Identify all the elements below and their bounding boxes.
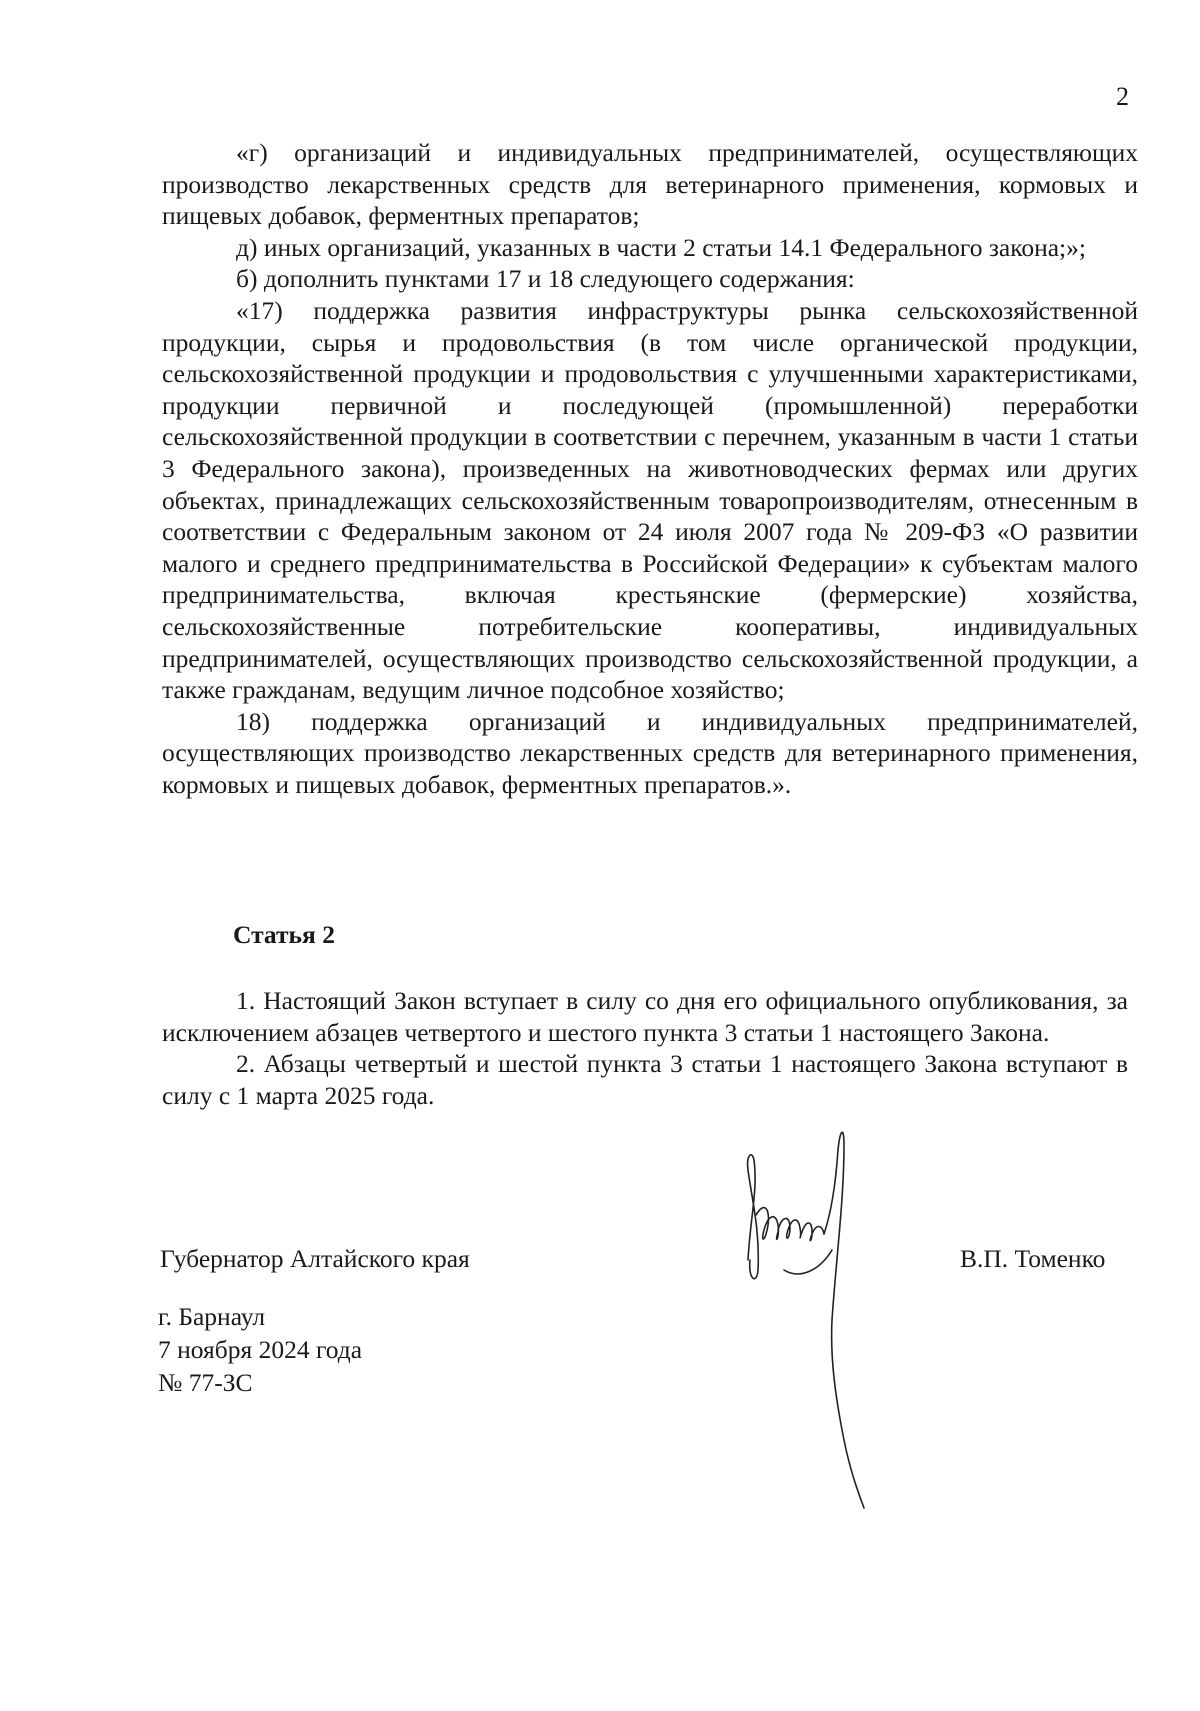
signature-image [740,1120,910,1520]
article-body [162,985,1128,1111]
signatory-title: Губернатор Алтайского края [160,1244,470,1273]
paragraph-b: б) дополнить пунктами 17 и 18 следующего содержания: [236,264,855,294]
signatory-name: В.П. Томенко [960,1244,1106,1273]
document-body [162,137,1138,800]
article-item-2: 2. Абзацы четвертый и шестой пункта 3 статьи 1 настоящего Закона вступают в силу с 1 марта 2025 года. [162,1049,1128,1110]
page-number: 2 [1116,82,1129,111]
paragraph-d: д) иных организаций, указанных в части 2 статьи 14.1 Федерального закона;»; [236,232,1086,262]
article-item-1: 1. Настоящий Закон вступает в силу со дня его официального опубликования, за исключением абзацев четвертого и шестого пункта 3 статьи 1 настоящего Закона. [162,986,1128,1047]
footer-city: г. Барнаул [158,1302,266,1331]
document-footer [158,1300,362,1399]
paragraph-18: 18) поддержка организаций и индивидуальных предпринимателей, осуществляющих производство лекарственных средств для ветеринарного применения, кормовых и пищевых добавок, ферментных препаратов.». [162,706,1138,799]
paragraph-17: «17) поддержка развития инфраструктуры рынка сельскохозяйственной продукции, сырья и продовольствия (в том числе органической продукции, сельскохозяйственной продукции и продовольствия с улучшенными характеристиками, продукции первичной и последующей (промышленной) переработки сельскохозяйственной продукции в соответствии с перечнем, указанным в части 1 статьи 3 Федерального закона), произведенных на животноводческих фермах или других объектах, принадлежащих сельскохозяйственным товаропроизводителям, отнесенным в соответствии с Федеральным законом от 24 июля 2007 года № 209-ФЗ «О развитии малого и среднего предпринимательства в Российской Федерации» к субъектам малого предпринимательства, включая крестьянские (фермерские) хозяйства, сельскохозяйственные потребительские кооперативы, индивидуальных предпринимателей, осуществляющих производство сельскохозяйственной продукции, а также гражданам, ведущим личное подсобное хозяйство; [162,295,1138,705]
footer-date: 7 ноября 2024 года [158,1335,363,1364]
footer-number: № 77-ЗС [158,1368,253,1397]
article-heading: Статья 2 [233,920,335,949]
paragraph-g: «г) организаций и индивидуальных предпринимателей, осуществляющих производство лекарственных средств для ветеринарного применения, кормовых и пищевых добавок, ферментных препаратов; [162,138,1138,231]
